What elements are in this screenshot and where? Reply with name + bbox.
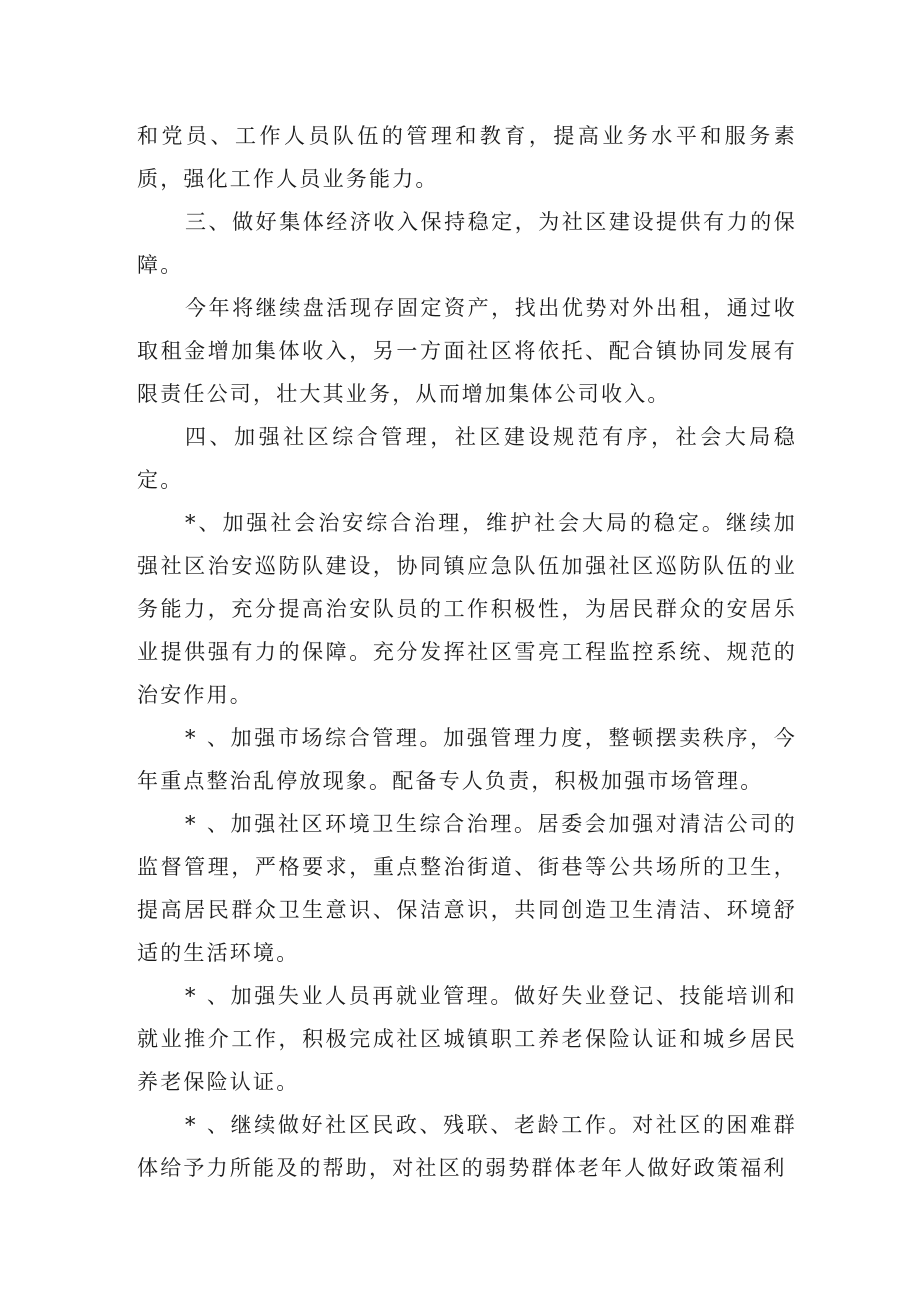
paragraph-3: 今年将继续盘活现存固定资产，找出优势对外出租，通过收取租金增加集体收入，另一方面社区将依托、配合镇协同发展有限责任公司，壮大其业务，从而增加集体公司收入。 [137, 296, 797, 406]
paragraph-6: * 、加强市场综合管理。加强管理力度，整顿摆卖秩序，今年重点整治乱停放现象。配备专人负责，积极加强市场管理。 [137, 726, 797, 793]
paragraph-2: 三、做好集体经济收入保持稳定，为社区建设提供有力的保障。 [137, 210, 797, 277]
paragraph-7: * 、加强社区环境卫生综合治理。居委会加强对清洁公司的监督管理，严格要求，重点整治街道、街巷等公共场所的卫生，提高居民群众卫生意识、保洁意识，共同创造卫生清洁、环境舒适的生活环境。 [137, 812, 797, 965]
paragraph-9: * 、继续做好社区民政、残联、老龄工作。对社区的困难群体给予力所能及的帮助，对社区的弱势群体老年人做好政策福利 [137, 1113, 797, 1180]
paragraph-4: 四、加强社区综合管理，社区建设规范有序，社会大局稳定。 [137, 425, 797, 492]
paragraph-1: 和党员、工作人员队伍的管理和教育，提高业务水平和服务素质，强化工作人员业务能力。 [137, 124, 797, 191]
document-body [137, 115, 797, 1190]
paragraph-8: * 、加强失业人员再就业管理。做好失业登记、技能培训和就业推介工作，积极完成社区城镇职工养老保险认证和城乡居民养老保险认证。 [137, 984, 797, 1094]
paragraph-5: *、加强社会治安综合治理，维护社会大局的稳定。继续加强社区治安巡防队建设，协同镇应急队伍加强社区巡防队伍的业务能力，充分提高治安队员的工作积极性，为居民群众的安居乐业提供强有力的保障。充分发挥社区雪亮工程监控系统、规范的治安作用。 [137, 511, 797, 707]
